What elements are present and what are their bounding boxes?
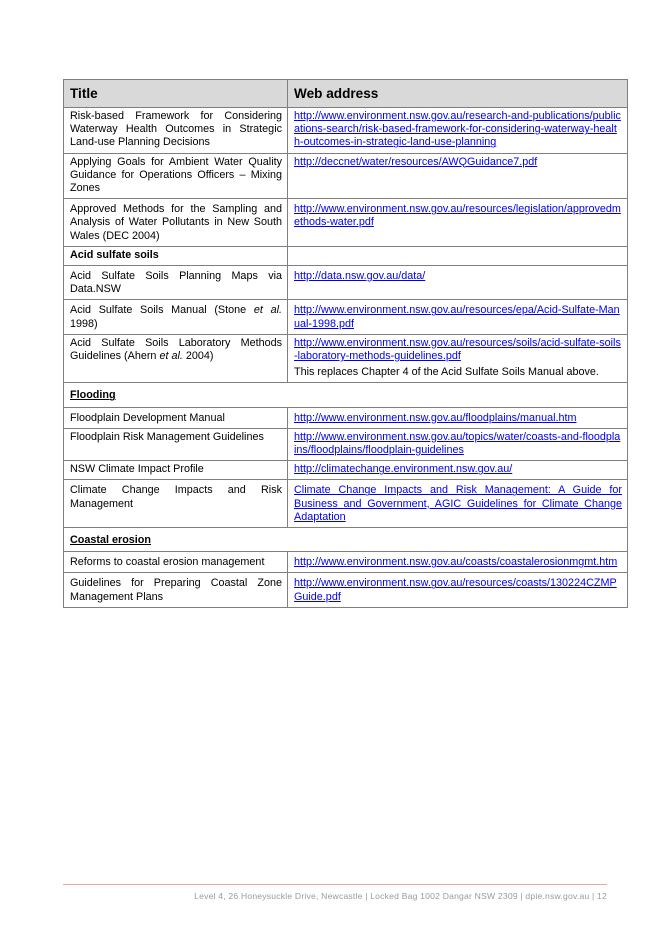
- column-header-web-address: Web address: [288, 80, 628, 108]
- table-row: [64, 334, 628, 383]
- row-title: Acid Sulfate Soils Planning Maps via Data.NSW: [64, 266, 288, 300]
- section-row: [64, 383, 628, 407]
- row-title: Floodplain Development Manual: [64, 407, 288, 428]
- row-link[interactable]: http://data.nsw.gov.au/data/: [294, 270, 426, 283]
- subsection-heading-acid-sulfate: Acid sulfate soils: [64, 246, 288, 265]
- row-title: Reforms to coastal erosion management: [64, 552, 288, 573]
- table-row: [64, 199, 628, 247]
- table-row: [64, 266, 628, 300]
- row-title: Climate Change Impacts and Risk Management: [64, 480, 288, 528]
- row-link[interactable]: http://deccnet/water/resources/AWQGuidance7.pdf: [294, 155, 538, 168]
- row-link[interactable]: http://www.environment.nsw.gov.au/floodplains/manual.htm: [294, 411, 577, 424]
- section-heading-flooding: Flooding: [64, 383, 628, 407]
- row-link[interactable]: http://www.environment.nsw.gov.au/coasts/coastalerosionmgmt.htm: [294, 556, 618, 569]
- page-footer: Level 4, 26 Honeysuckle Drive, Newcastle | Locked Bag 1002 Dangar NSW 2309 | dpie.nsw.gov.au | 12: [194, 891, 607, 901]
- row-link[interactable]: http://www.environment.nsw.gov.au/resources/epa/Acid-Sulfate-Manual-1998.pdf: [294, 304, 620, 330]
- footer-divider: [63, 884, 607, 885]
- table-row: [64, 573, 628, 607]
- row-link[interactable]: http://www.environment.nsw.gov.au/topics/water/coasts-and-floodplains/floodplains/floodplain-guidelines: [294, 430, 621, 457]
- row-link[interactable]: Climate Change Impacts and Risk Management: A Guide for Business and Government, AGIC Guidelines for Climate Change Adaptation: [294, 484, 622, 523]
- row-title: Approved Methods for the Sampling and Analysis of Water Pollutants in New South Wales (DEC 2004): [64, 199, 288, 247]
- row-link[interactable]: http://www.environment.nsw.gov.au/resources/soils/acid-sulfate-soils-laboratory-methods-guidelines.pdf: [294, 336, 621, 363]
- row-link[interactable]: http://www.environment.nsw.gov.au/resources/legislation/approvedmethods-water.pdf: [294, 203, 621, 229]
- table-row: [64, 407, 628, 428]
- table-row: [64, 108, 628, 154]
- row-title: NSW Climate Impact Profile: [64, 461, 288, 480]
- section-row: [64, 528, 628, 552]
- table-row: [64, 428, 628, 460]
- section-heading-coastal-erosion: Coastal erosion: [64, 528, 628, 552]
- table-row: [64, 153, 628, 199]
- row-link[interactable]: http://www.environment.nsw.gov.au/resources/coasts/130224CZMPGuide.pdf: [294, 577, 617, 603]
- row-title: Acid Sulfate Soils Manual (Stone et al. 1998): [64, 300, 288, 334]
- table-row: [64, 461, 628, 480]
- row-link[interactable]: http://www.environment.nsw.gov.au/research-and-publications/publications-search/risk-based-framework-for-considering-waterway-health-outcomes-in-strategic-land-use-planning: [294, 110, 621, 149]
- resources-table: [63, 79, 628, 608]
- column-header-title: Title: [64, 80, 288, 108]
- row-title: Acid Sulfate Soils Laboratory Methods Guidelines (Ahern et al. 2004): [64, 334, 288, 383]
- table-header-row: [64, 80, 628, 108]
- row-link[interactable]: http://climatechange.environment.nsw.gov.au/: [294, 463, 513, 476]
- table-row: [64, 552, 628, 573]
- row-title: Guidelines for Preparing Coastal Zone Management Plans: [64, 573, 288, 607]
- empty-cell: [288, 246, 628, 265]
- row-title: Risk-based Framework for Considering Waterway Health Outcomes in Strategic Land-use Planning Decisions: [64, 108, 288, 154]
- subsection-row: [64, 246, 628, 265]
- row-title: Floodplain Risk Management Guidelines: [64, 428, 288, 460]
- row-title: Applying Goals for Ambient Water Quality Guidance for Operations Officers – Mixing Zones: [64, 153, 288, 199]
- table-row: [64, 300, 628, 334]
- table-row: [64, 480, 628, 528]
- row-note: This replaces Chapter 4 of the Acid Sulfate Soils Manual above.: [294, 366, 599, 379]
